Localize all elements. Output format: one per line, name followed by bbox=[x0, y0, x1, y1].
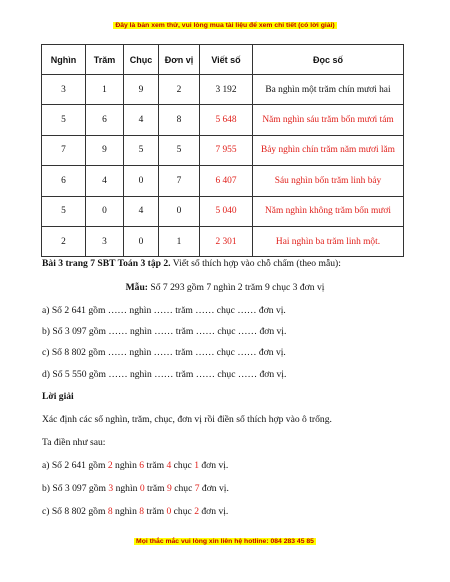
exercise-prompt: Viết số thích hợp vào chỗ chấm (theo mẫu): bbox=[170, 258, 341, 269]
sample-text: Số 7 293 gồm 7 nghìn 2 trăm 9 chục 3 đơn vị bbox=[147, 282, 325, 293]
preview-banner bbox=[0, 22, 450, 29]
answer-word: trăm bbox=[144, 483, 168, 494]
header-viet-so: Viết số bbox=[200, 45, 253, 75]
cell-donvi: 8 bbox=[159, 105, 200, 135]
cell-nghin: 5 bbox=[42, 105, 86, 135]
table-row bbox=[42, 166, 404, 196]
answer-word: trăm bbox=[144, 460, 167, 471]
cell-doc: Hai nghìn ba trăm linh một. bbox=[253, 226, 404, 256]
table-row bbox=[42, 135, 404, 165]
answer-prefix: a) Số 2 641 gồm bbox=[42, 460, 108, 471]
sample-label: Mẫu: bbox=[125, 282, 148, 293]
cell-donvi: 1 bbox=[159, 226, 200, 256]
header-tram: Trăm bbox=[86, 45, 124, 75]
answer-word: trăm bbox=[144, 506, 167, 517]
answer-word: nghìn bbox=[112, 506, 140, 517]
cell-tram: 6 bbox=[86, 105, 124, 135]
solution-intro: Ta điền như sau: bbox=[42, 437, 106, 448]
answer-digit: 2 bbox=[107, 460, 113, 471]
cell-tram: 0 bbox=[86, 196, 124, 226]
answer-digit: 4 bbox=[166, 460, 172, 471]
answer-digit: 9 bbox=[167, 483, 172, 494]
cell-nghin: 3 bbox=[42, 75, 86, 105]
answer-digit: 0 bbox=[139, 483, 145, 494]
cell-viet: 3 192 bbox=[200, 75, 253, 105]
answer-word: đơn vị. bbox=[198, 460, 229, 471]
answer-line bbox=[42, 460, 228, 471]
answer-prefix: b) Số 3 097 gồm bbox=[42, 483, 109, 494]
cell-viet: 5 040 bbox=[200, 196, 253, 226]
hotline-banner bbox=[0, 538, 450, 545]
cell-viet: 6 407 bbox=[200, 166, 253, 196]
cell-donvi: 7 bbox=[159, 166, 200, 196]
cell-chuc: 9 bbox=[124, 75, 159, 105]
cell-donvi: 5 bbox=[159, 135, 200, 165]
cell-chuc: 5 bbox=[124, 135, 159, 165]
answer-digit: 3 bbox=[108, 483, 114, 494]
exercise-item-d: d) Số 5 550 gồm …… nghìn …… trăm …… chục …… đơn vị. bbox=[42, 369, 287, 380]
cell-doc: Năm nghìn sáu trăm bốn mươi tám bbox=[253, 105, 404, 135]
cell-donvi: 2 bbox=[159, 75, 200, 105]
answer-digit: 2 bbox=[194, 506, 199, 517]
table-row bbox=[42, 196, 404, 226]
exercise-item-c: c) Số 8 802 gồm …… nghìn …… trăm …… chục …… đơn vị. bbox=[42, 347, 286, 358]
header-doc-so: Đọc số bbox=[253, 45, 404, 75]
exercise-heading bbox=[42, 258, 341, 269]
place-value-table bbox=[41, 44, 404, 257]
cell-doc: Bảy nghìn chín trăm năm mươi lăm bbox=[253, 135, 404, 165]
cell-doc: Ba nghìn một trăm chín mươi hai bbox=[253, 75, 404, 105]
header-chuc: Chục bbox=[124, 45, 159, 75]
cell-nghin: 6 bbox=[42, 166, 86, 196]
cell-doc: Năm nghìn không trăm bốn mươi bbox=[253, 196, 404, 226]
cell-chuc: 0 bbox=[124, 166, 159, 196]
table-row bbox=[42, 226, 404, 256]
cell-tram: 3 bbox=[86, 226, 124, 256]
preview-banner-text: Đây là bản xem thử, vui lòng mua tài liệu để xem chi tiết (có lời giải) bbox=[115, 22, 335, 29]
cell-doc: Sáu nghìn bốn trăm linh bảy bbox=[253, 166, 404, 196]
exercise-title: Bài 3 trang 7 SBT Toán 3 tập 2. bbox=[42, 258, 171, 269]
answer-word: chục bbox=[171, 460, 195, 471]
answer-prefix: c) Số 8 802 gồm bbox=[42, 506, 108, 517]
solution-instruction: Xác định các số nghìn, trăm, chục, đơn vị rồi điền số thích hợp vào ô trống. bbox=[42, 414, 332, 425]
answer-word: chục bbox=[171, 483, 195, 494]
header-donvi: Đơn vị bbox=[159, 45, 200, 75]
solution-heading: Lời giải bbox=[42, 391, 74, 402]
table-row bbox=[42, 105, 404, 135]
cell-nghin: 2 bbox=[42, 226, 86, 256]
answer-digit: 1 bbox=[194, 460, 199, 471]
answer-digit: 8 bbox=[139, 506, 145, 517]
answer-line bbox=[42, 506, 228, 517]
exercise-item-a: a) Số 2 641 gồm …… nghìn …… trăm …… chục …… đơn vị. bbox=[42, 305, 286, 316]
answer-digit: 6 bbox=[139, 460, 145, 471]
cell-tram: 1 bbox=[86, 75, 124, 105]
answer-digit: 0 bbox=[166, 506, 172, 517]
answer-word: nghìn bbox=[113, 483, 140, 494]
cell-viet: 5 648 bbox=[200, 105, 253, 135]
header-nghin: Nghìn bbox=[42, 45, 86, 75]
cell-viet: 7 955 bbox=[200, 135, 253, 165]
cell-viet: 2 301 bbox=[200, 226, 253, 256]
answer-digit: 7 bbox=[194, 483, 200, 494]
cell-tram: 9 bbox=[86, 135, 124, 165]
cell-chuc: 0 bbox=[124, 226, 159, 256]
answer-word: chục bbox=[171, 506, 195, 517]
cell-chuc: 4 bbox=[124, 105, 159, 135]
table-header-row bbox=[42, 45, 404, 75]
answer-word: đơn vị. bbox=[199, 483, 229, 494]
answer-word: đơn vị. bbox=[198, 506, 229, 517]
exercise-item-b: b) Số 3 097 gồm …… nghìn …… trăm …… chục …… đơn vị. bbox=[42, 326, 287, 337]
sample-line bbox=[0, 282, 450, 293]
cell-chuc: 4 bbox=[124, 196, 159, 226]
answer-line bbox=[42, 483, 229, 494]
answer-word: nghìn bbox=[112, 460, 140, 471]
cell-nghin: 5 bbox=[42, 196, 86, 226]
cell-nghin: 7 bbox=[42, 135, 86, 165]
answer-digit: 8 bbox=[107, 506, 113, 517]
table-row bbox=[42, 75, 404, 105]
cell-tram: 4 bbox=[86, 166, 124, 196]
hotline-banner-text: Mọi thắc mắc vui lòng xin liên hệ hotline: 084 283 45 85 bbox=[136, 538, 314, 545]
cell-donvi: 0 bbox=[159, 196, 200, 226]
